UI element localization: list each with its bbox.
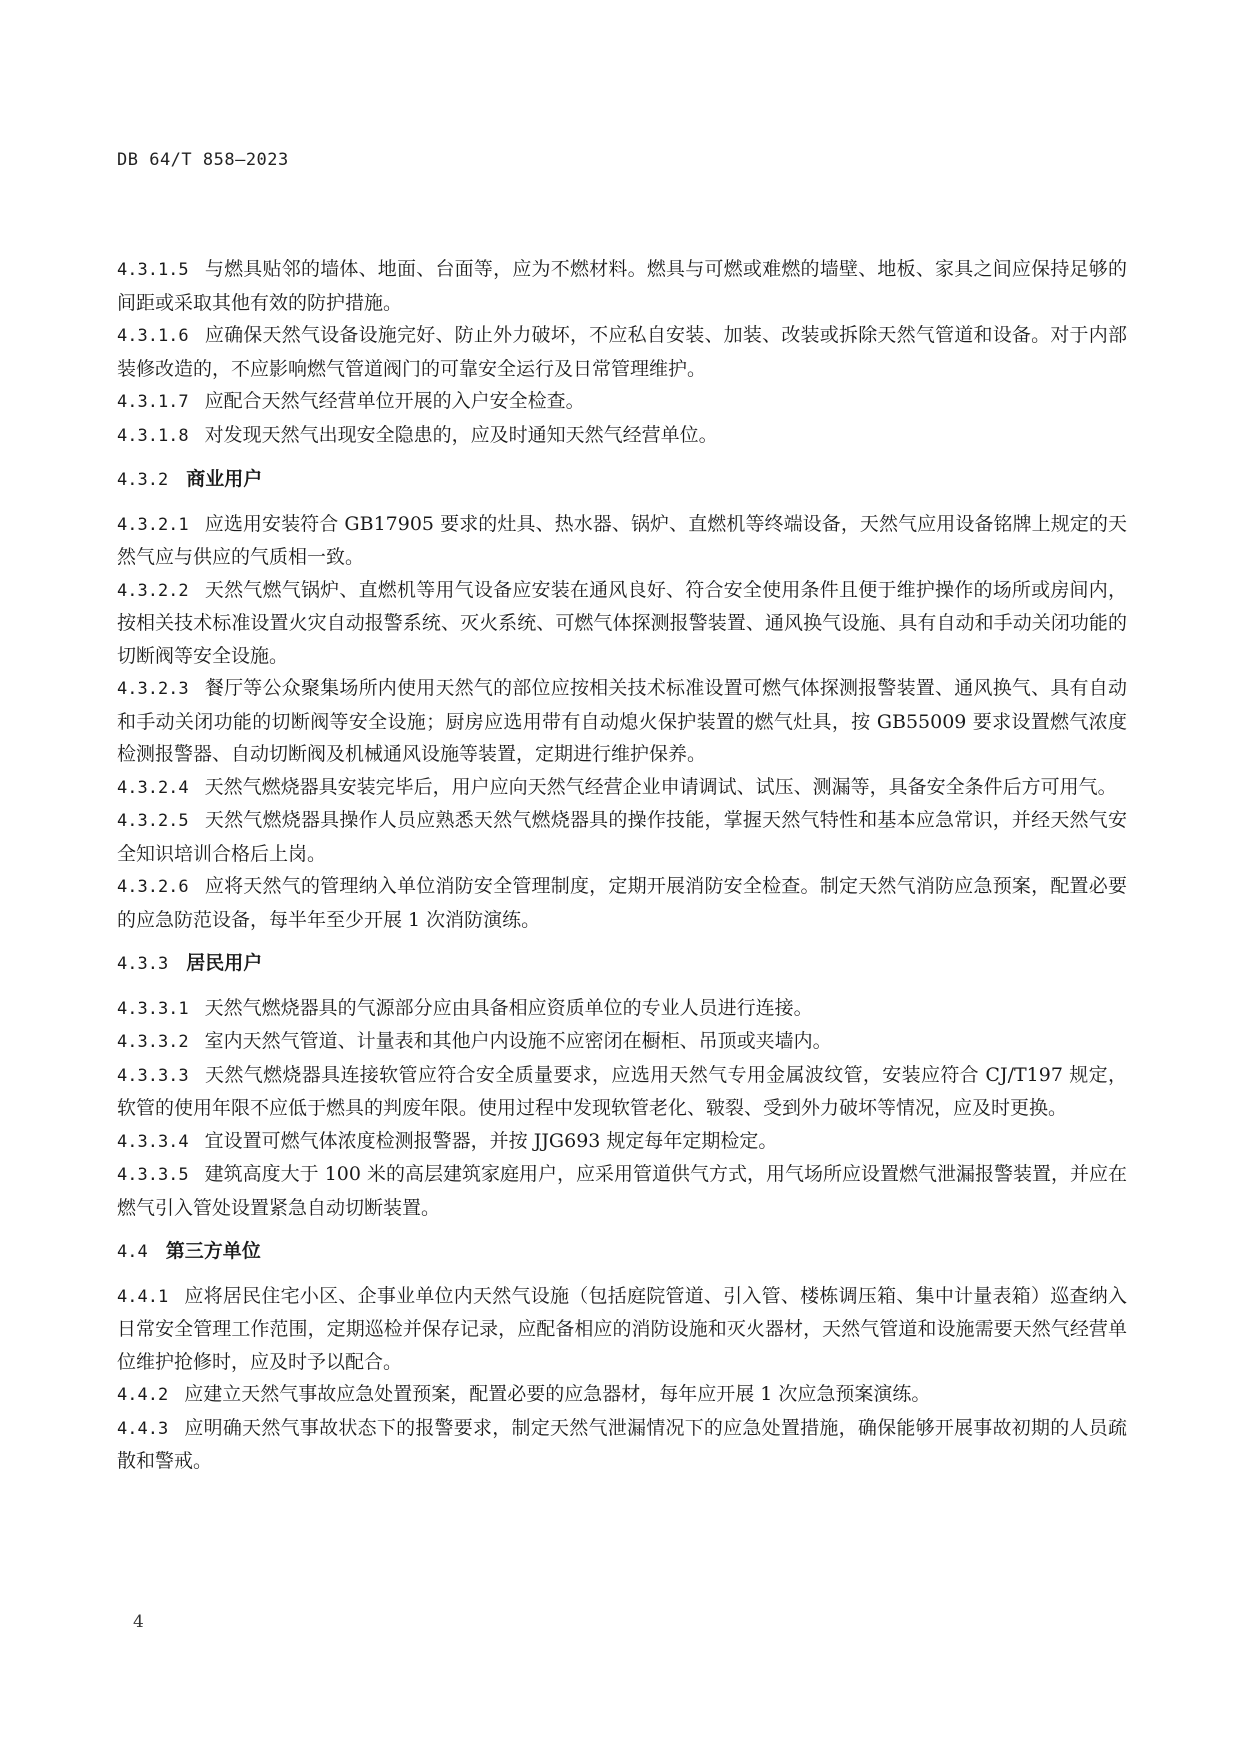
clause-number: 4.3.2.3 <box>117 679 189 699</box>
clause-paragraph <box>117 319 1127 385</box>
clause-paragraph <box>117 1158 1127 1224</box>
clause-number: 4.4.2 <box>117 1385 169 1405</box>
clause-paragraph <box>117 508 1127 574</box>
clause-text: 天然气燃烧器具操作人员应熟悉天然气燃烧器具的操作技能，掌握天然气特性和基本应急常识，并经天然气安全知识培训合格后上岗。 <box>117 809 1127 865</box>
clause-text: 宜设置可燃气体浓度检测报警器，并按 JJG693 规定每年定期检定。 <box>204 1129 778 1152</box>
clause-number: 4.4.1 <box>117 1286 169 1307</box>
clause-number: 4.3.2.6 <box>117 877 189 897</box>
clause-paragraph <box>117 574 1127 673</box>
clause-number: 4.3.3.1 <box>117 998 189 1019</box>
clause-number: 4.3.3.3 <box>117 1065 189 1086</box>
clause-number: 4.3.2.4 <box>117 777 189 798</box>
clause-text: 应建立天然气事故应急处置预案，配置必要的应急器材，每年应开展 1 次应急预案演练。 <box>184 1383 931 1405</box>
clause-number: 4.3.2.5 <box>117 811 189 831</box>
clause-number: 4.3.1.6 <box>117 326 189 346</box>
clause-paragraph <box>117 1025 1127 1059</box>
clause-text: 应配合天然气经营单位开展的入户安全检查。 <box>204 390 585 412</box>
clause-paragraph <box>117 1059 1127 1125</box>
clause-paragraph <box>117 771 1127 805</box>
clause-paragraph <box>117 992 1127 1026</box>
clause-text: 与燃具贴邻的墙体、地面、台面等，应为不燃材料。燃具与可燃或难燃的墙壁、地板、家具之间应保持足够的间距或采取其他有效的防护措施。 <box>117 258 1127 314</box>
clause-text: 天然气燃气锅炉、直燃机等用气设备应安装在通风良好、符合安全使用条件且便于维护操作的场所或房间内，按相关技术标准设置火灾自动报警系统、灭火系统、可燃气体探测报警装置、通风换气设施、具有自动和手动关闭功能的切断阀等安全设施。 <box>117 578 1127 667</box>
clause-number: 4.3.3.4 <box>117 1131 189 1152</box>
clause-paragraph <box>117 672 1127 771</box>
clause-number: 4.3.2.2 <box>117 580 189 601</box>
section-title: 商业用户 <box>186 468 263 490</box>
clause-text: 室内天然气管道、计量表和其他户内设施不应密闭在橱柜、吊顶或夹墙内。 <box>204 1030 832 1052</box>
clause-number: 4.3.1.7 <box>117 392 189 412</box>
document-id-header: DB 64/T 858—2023 <box>117 150 289 170</box>
clause-number: 4.3.2.1 <box>117 514 189 535</box>
clause-number: 4.4.3 <box>117 1418 169 1439</box>
section-heading <box>117 463 1127 497</box>
clause-paragraph <box>117 1125 1127 1159</box>
clause-text: 餐厅等公众聚集场所内使用天然气的部位应按相关技术标准设置可燃气体探测报警装置、通风换气、具有自动和手动关闭功能的切断阀等安全设施；厨房应选用带有自动熄火保护装置的燃气灶具，按 GB55009 要求设置燃气浓度检测报警器、自动切断阀及机械通风设施等装置，定期进行维护保养。 <box>117 677 1127 765</box>
section-number: 4.3.3 <box>117 954 169 974</box>
clause-number: 4.3.3.5 <box>117 1165 189 1185</box>
clause-text: 天然气燃烧器具安装完毕后，用户应向天然气经营企业申请调试、试压、测漏等，具备安全条件后方可用气。 <box>204 775 1117 798</box>
section-number: 4.4 <box>117 1242 148 1262</box>
clause-text: 对发现天然气出现安全隐患的，应及时通知天然气经营单位。 <box>204 423 718 446</box>
clause-paragraph <box>117 1412 1127 1478</box>
clause-number: 4.3.1.8 <box>117 425 189 446</box>
clause-paragraph <box>117 253 1127 319</box>
clause-text: 应将天然气的管理纳入单位消防安全管理制度，定期开展消防安全检查。制定天然气消防应急预案，配置必要的应急防范设备，每半年至少开展 1 次消防演练。 <box>117 875 1127 931</box>
clause-paragraph <box>117 870 1127 936</box>
clause-text: 应选用安装符合 GB17905 要求的灶具、热水器、锅炉、直燃机等终端设备，天然气应用设备铭牌上规定的天然气应与供应的气质相一致。 <box>117 512 1127 568</box>
document-body <box>117 253 1127 1478</box>
clause-text: 应将居民住宅小区、企事业单位内天然气设施（包括庭院管道、引入管、楼栋调压箱、集中计量表箱）巡查纳入日常安全管理工作范围，定期巡检并保存记录，应配备相应的消防设施和灭火器材，天然气管道和设施需要天然气经营单位维护抢修时，应及时予以配合。 <box>117 1284 1127 1373</box>
clause-number: 4.3.3.2 <box>117 1032 189 1052</box>
clause-paragraph <box>117 1280 1127 1379</box>
section-heading <box>117 1235 1127 1269</box>
clause-text: 应确保天然气设备设施完好、防止外力破坏，不应私自安装、加装、改装或拆除天然气管道和设备。对于内部装修改造的，不应影响燃气管道阀门的可靠安全运行及日常管理维护。 <box>117 324 1127 380</box>
section-title: 居民用户 <box>186 952 263 974</box>
clause-paragraph <box>117 385 1127 419</box>
clause-number: 4.3.1.5 <box>117 260 189 280</box>
page-number: 4 <box>133 1612 144 1632</box>
section-number: 4.3.2 <box>117 470 169 490</box>
clause-text: 建筑高度大于 100 米的高层建筑家庭用户，应采用管道供气方式，用气场所应设置燃气泄漏报警装置，并应在燃气引入管处设置紧急自动切断装置。 <box>117 1163 1128 1219</box>
clause-paragraph <box>117 804 1127 870</box>
clause-text: 天然气燃烧器具连接软管应符合安全质量要求，应选用天然气专用金属波纹管，安装应符合 CJ/T197 规定，软管的使用年限不应低于燃具的判废年限。使用过程中发现软管老化、皲裂、受到外力破坏等情况，应及时更换。 <box>117 1063 1127 1119</box>
clause-paragraph <box>117 1378 1127 1412</box>
clause-text: 应明确天然气事故状态下的报警要求，制定天然气泄漏情况下的应急处置措施，确保能够开展事故初期的人员疏散和警戒。 <box>117 1416 1127 1472</box>
section-heading <box>117 947 1127 981</box>
clause-paragraph <box>117 419 1127 453</box>
clause-text: 天然气燃烧器具的气源部分应由具备相应资质单位的专业人员进行连接。 <box>204 996 813 1019</box>
section-title: 第三方单位 <box>165 1240 261 1262</box>
